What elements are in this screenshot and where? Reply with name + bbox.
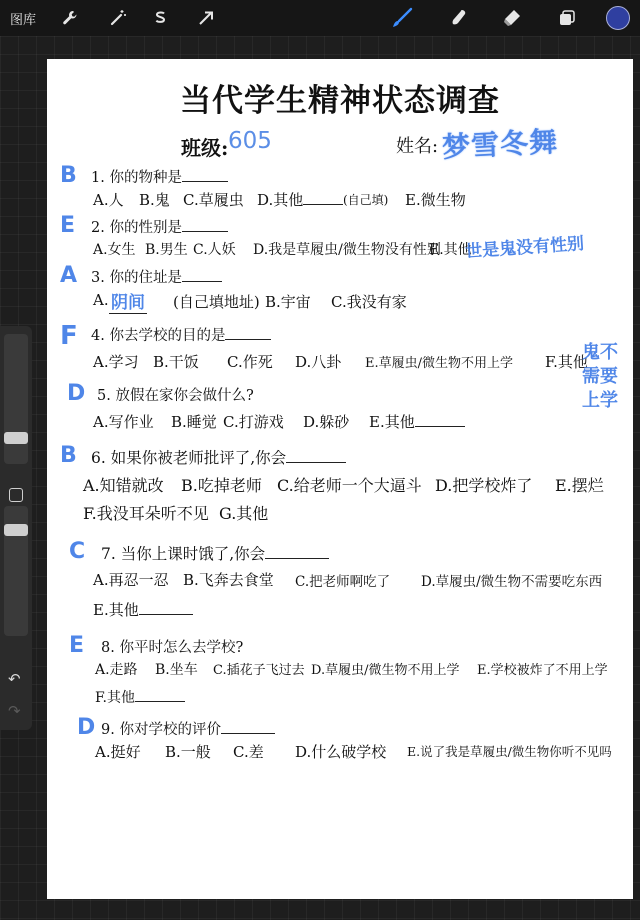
- option: E.学校被炸了不用上学: [477, 663, 608, 678]
- option: C.草履虫: [183, 191, 244, 209]
- option: B.吃掉老师: [181, 476, 262, 495]
- answer-mark: B: [60, 163, 77, 188]
- option: F.其他: [545, 353, 588, 371]
- option-hint: (自己填地址): [173, 293, 260, 311]
- opacity-thumb[interactable]: [4, 524, 28, 536]
- option: D.八卦: [295, 353, 342, 371]
- option: C.打游戏: [223, 413, 284, 431]
- option: A.学习: [93, 353, 139, 371]
- wrench-icon[interactable]: [58, 6, 82, 30]
- option: C.给老师一个大逼斗: [277, 476, 422, 495]
- option: F.其他: [95, 687, 185, 707]
- brush-size-thumb[interactable]: [4, 432, 28, 444]
- smudge-icon[interactable]: [446, 6, 470, 30]
- answer-mark: E: [69, 633, 85, 658]
- answer-mark: C: [69, 539, 86, 564]
- answer-mark: D: [77, 715, 96, 740]
- handwritten-answer: 阴间: [109, 288, 147, 314]
- class-value: 605: [228, 128, 272, 154]
- opacity-slider[interactable]: [4, 506, 28, 636]
- option: A.: [93, 291, 109, 309]
- option: E.其他: [93, 599, 193, 620]
- option: A.知错就改: [83, 476, 164, 495]
- question-prompt: 1. 你的物种是: [91, 166, 228, 187]
- question-prompt: 2. 你的性别是: [91, 216, 228, 237]
- option: E.摆烂: [555, 476, 604, 495]
- option: B.睡觉: [171, 413, 217, 431]
- option: A.再忍一忍: [93, 571, 169, 589]
- question-prompt: 4. 你去学校的目的是: [91, 324, 271, 345]
- question-prompt: 8. 你平时怎么去学校?: [101, 640, 244, 656]
- option: D.其他: [257, 189, 343, 210]
- option: G.其他: [219, 504, 269, 523]
- option: B.飞奔去食堂: [183, 571, 274, 589]
- option: C.作死: [227, 353, 273, 371]
- option: C.差: [233, 743, 264, 761]
- option: B.干饭: [153, 353, 199, 371]
- question-prompt: 6. 如果你被老师批评了,你会: [91, 446, 346, 468]
- option: B.男生: [145, 242, 188, 258]
- option: D.草履虫/微生物不用上学: [311, 663, 460, 678]
- selection-s-icon[interactable]: [148, 6, 172, 30]
- option: D.躲砂: [303, 413, 350, 431]
- option-hint: (自己填): [343, 193, 389, 207]
- option: D.我是草履虫/微生物没有性别: [253, 242, 441, 258]
- question-prompt: 5. 放假在家你会做什么?: [97, 388, 254, 404]
- option: C.把老师啊吃了: [295, 574, 391, 590]
- option: C.我没有家: [331, 293, 407, 311]
- option: B.一般: [165, 743, 211, 761]
- gallery-button[interactable]: 图库: [10, 13, 37, 28]
- option: B.鬼: [139, 191, 170, 209]
- answer-mark: A: [60, 263, 78, 288]
- name-value: 梦雪冬舞: [441, 124, 559, 165]
- option: E.草履虫/微生物不用上学: [365, 356, 514, 371]
- question-prompt: 7. 当你上课时饿了,你会: [101, 542, 329, 564]
- left-sidebar: [0, 326, 32, 730]
- option: E.其他: [369, 411, 465, 432]
- option: D.草履虫/微生物不需要吃东西: [421, 574, 603, 590]
- brush-size-slider[interactable]: [4, 334, 28, 464]
- answer-mark: E: [60, 213, 76, 238]
- redo-icon[interactable]: ↷: [8, 702, 21, 720]
- option: E.说了我是草履虫/微生物你听不见吗: [407, 744, 612, 759]
- option: C.插花子飞过去: [213, 663, 305, 678]
- option: A.女生: [93, 242, 136, 258]
- undo-icon[interactable]: ↶: [8, 670, 21, 688]
- canvas-paper[interactable]: [47, 59, 633, 899]
- page-title: 当代学生精神状态调查: [180, 83, 500, 119]
- magic-wand-icon[interactable]: [106, 6, 130, 30]
- option: D.把学校炸了: [435, 476, 533, 495]
- answer-mark: D: [67, 381, 86, 406]
- handwritten-note: 世是鬼没有性别: [464, 233, 585, 263]
- option: F.我没耳朵听不见: [83, 504, 209, 523]
- transform-arrow-icon[interactable]: [194, 6, 218, 30]
- option: B.宇宙: [265, 293, 311, 311]
- option: E.其他: [429, 242, 472, 258]
- option: E.微生物: [405, 191, 466, 209]
- brush-icon[interactable]: [390, 6, 414, 30]
- layers-icon[interactable]: [555, 6, 579, 30]
- modify-button[interactable]: [9, 488, 23, 502]
- question-prompt: 3. 你的住址是: [91, 266, 222, 287]
- class-label: 班级:: [181, 136, 229, 160]
- color-picker-button[interactable]: [606, 6, 630, 30]
- option: A.写作业: [93, 413, 154, 431]
- option: C.人妖: [193, 242, 236, 258]
- option: B.坐车: [155, 662, 198, 678]
- eraser-icon[interactable]: [500, 6, 524, 30]
- option: A.人: [93, 191, 124, 209]
- option: D.什么破学校: [295, 743, 387, 761]
- option: A.走路: [95, 662, 138, 678]
- top-toolbar: [0, 0, 640, 36]
- option: A.挺好: [95, 743, 141, 761]
- answer-mark: B: [60, 443, 77, 468]
- name-label: 姓名:: [396, 136, 439, 157]
- question-prompt: 9. 你对学校的评价: [101, 718, 275, 739]
- handwritten-note: 鬼不需要上学: [582, 342, 618, 411]
- answer-mark: F: [60, 321, 78, 351]
